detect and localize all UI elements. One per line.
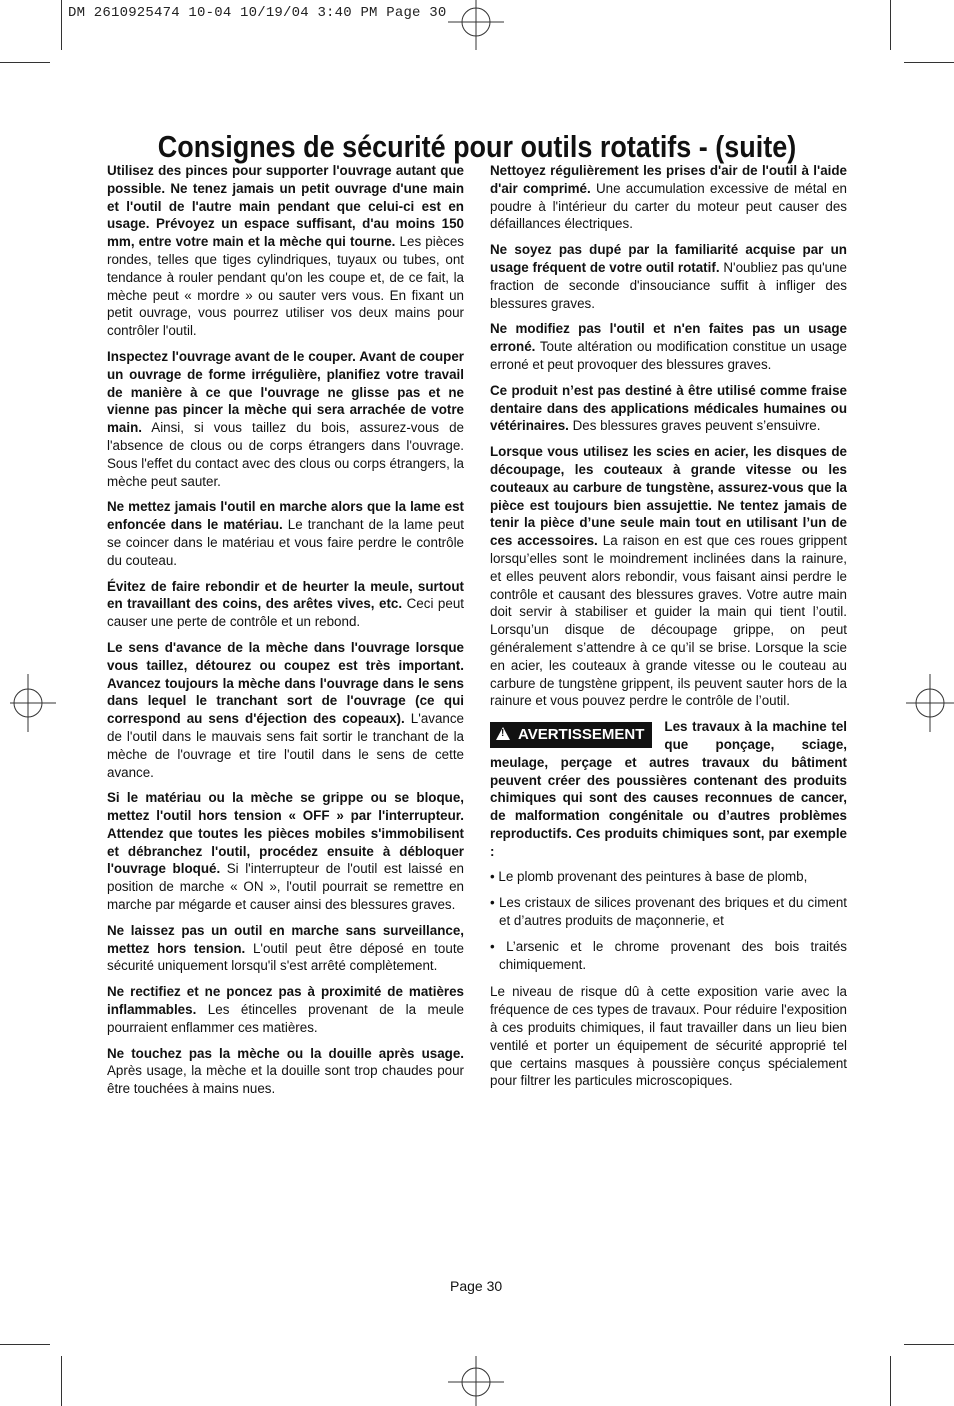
page-title: Consignes de sécurité pour outils rotatifs - (suite)	[157, 128, 797, 164]
crop-mark	[904, 1344, 954, 1345]
crop-mark	[61, 1356, 62, 1406]
safety-paragraph: Ne soyez pas dupé par la familiarité acquise par un usage fréquent de votre outil rotatif. N'oubliez pas qu'une fraction de seconde d'insouciance suffit à infliger des blessures graves.	[490, 242, 847, 311]
safety-paragraph: Ne rectifiez et ne poncez pas à proximité de matières inflammables. Les étincelles provenant de la meule pourraient enflammer ces matières.	[107, 984, 464, 1035]
print-slug: DM 2610925474 10-04 10/19/04 3:40 PM Page 30	[68, 5, 447, 21]
safety-paragraph: Le sens d'avance de la mèche dans l'ouvrage lorsque vous taillez, détourez ou coupez est très important. Avancez toujours la mèche dans l'ouvrage dans le sens dans lequel le tranchant sort de l'ouvrage (ce qui correspond au sens d'éjection des copeaux). L'avance de l'outil dans le mauvais sens fait sortir le tranchant de la mèche de l'ouvrage et tire l'outil dans le sens de cette avance.	[107, 639, 464, 780]
safety-paragraph: Ce produit n’est pas destiné à être utilisé comme fraise dentaire dans des applications médicales humaines ou vétérinaires. Des blessures graves peuvent s’ensuivre.	[490, 382, 847, 434]
warning-badge	[490, 722, 652, 748]
crop-mark	[890, 0, 891, 50]
safety-paragraph: Utilisez des pinces pour supporter l'ouvrage autant que possible. Ne tenez jamais un petit ouvrage d'une main et l'outil de l'autre main pendant que celui-ci est en usage. Prévoyez un espace suffisant, d'au moins 150 mm, entre votre main et la mèche qui tourne. Les pièces rondes, telles que tiges cylindriques, tuyaux ou tubes, ont tendance à rouler pendant qu'on les coupe et, de ce fait, la mèche peut « mordre » ou sauter vers vous. En fixant un petit ouvrage, vous pourrez utiliser vos deux mains pour contrôler l'outil.	[107, 163, 464, 339]
crop-mark	[61, 0, 62, 50]
left-column	[107, 162, 464, 1106]
safety-paragraph: Ne modifiez pas l'outil et n'en faites pas un usage erroné. Toute altération ou modification constitue un usage erroné et peut provoquer des blessures graves.	[490, 321, 847, 372]
safety-paragraph: Lorsque vous utilisez les scies en acier, les disques de découpage, les couteaux à grande vitesse ou les couteaux au carbure de tungstène, assurez-vous que la pièce est toujours bien assujettie. Ne tentez jamais de tenir la pièce d’une seule main tout en utilisant l’un de ces accessoires. La raison en est que ces roues grippent lorsqu’elles sont le moindrement inclinées dans la rainure, et elles peuvent alors rebondir, vous faisant ainsi perdre le contrôle et causant des blessures graves. Votre autre main doit servir à stabiliser et guider la main qui tient l’outil. Lorsqu’un disque de découpage grippe, on peut généralement s’attendre à ce qu’il se brise. Lorsque la scie en acier, les couteaux à grande vitesse ou le couteau au carbure de tungstène grippent, ils peuvent sauter hors de la rainure et vous pouvez perdre le contrôle de l’outil.	[490, 444, 847, 709]
warning-badge-label: AVERTISSEMENT	[518, 726, 645, 744]
safety-paragraph: Ne touchez pas la mèche ou la douille après usage. Après usage, la mèche et la douille sont trop chaudes pour être touchées à mains nues.	[107, 1045, 464, 1097]
list-item: • L’arsenic et le chrome provenant des bois traités chimiquement.	[490, 938, 847, 972]
crop-mark	[890, 1356, 891, 1406]
safety-paragraph: Si le matériau ou la mèche se grippe ou se bloque, mettez l'outil hors tension « OFF » par l'interrupteur. Attendez que toutes les pièces mobiles s'immobilisent et débranchez l'outil, procédez ensuite à débloquer l'ouvrage bloqué. Si l'interrupteur de l'outil est laissé en position de marche « ON », l'outil pourrait se remettre en marche par mégarde et causer ainsi des blessures graves.	[107, 790, 464, 913]
crop-mark	[0, 1344, 50, 1345]
registration-mark-icon	[900, 670, 954, 736]
registration-mark-icon	[448, 1354, 504, 1406]
safety-paragraph: Ne laissez pas un outil en marche sans surveillance, mettez hors tension. L'outil peut être déposé en toute sécurité uniquement lorsqu'il s'est arrêté complètement.	[107, 922, 464, 974]
warning-paragraph	[490, 718, 847, 860]
right-column	[490, 162, 847, 1098]
crop-mark	[0, 62, 50, 63]
safety-paragraph: Ne mettez jamais l'outil en marche alors que la lame est enfoncée dans le matériau. Le tranchant de la lame peut se coincer dans le matériau et vous faire perdre le contrôle du couteau.	[107, 499, 464, 568]
safety-paragraph: Évitez de faire rebondir et de heurter la meule, surtout en travaillant des coins, des arêtes vives, etc. Ceci peut causer une perte de contrôle et un rebond.	[107, 578, 464, 630]
list-item: • Les cristaux de silices provenant des briques et du ciment et d’autres produits de maçonnerie, et	[490, 895, 847, 929]
registration-mark-icon	[10, 670, 66, 736]
warning-closing: Le niveau de risque dû à cette exposition varie avec la fréquence de ces types de travaux. Pour réduire l'exposition à ces produits chimiques, il faut travailler dans un lieu bien ventilé et porter un équipement de sécurité approprié tel que certains masques à poussière conçus spécialement pour filtrer les particules microscopiques.	[490, 984, 847, 1089]
warning-block	[490, 718, 847, 1090]
safety-paragraph: Nettoyez régulièrement les prises d'air de l'outil à l'aide d'air comprimé. Une accumulation excessive de métal en poudre à l'intérieur du carter du moteur peut causer des défaillances électriques.	[490, 163, 847, 232]
registration-mark-icon	[448, 0, 504, 52]
warning-text: Les travaux à la machine tel que ponçage, sciage, meulage, perçage et autres travaux du bâtiment peuvent créer des poussières contenant des produits chimiques qui sont des causes reconnues de cancer, de malformation congénitale ou d’autres problèmes reproductifs. Ces produits chimiques sont, par exemple :	[490, 719, 847, 859]
crop-mark	[904, 62, 954, 63]
chemical-list	[490, 868, 847, 973]
page-number: Page 30	[450, 1278, 503, 1294]
list-item: • Le plomb provenant des peintures à base de plomb,	[490, 869, 808, 885]
warning-triangle-icon	[496, 727, 510, 740]
safety-paragraph: Inspectez l'ouvrage avant de le couper. Avant de couper un ouvrage de forme irrégulière, planifiez votre travail de manière à ce que l'ouvrage ne glisse pas et ne vienne pas pincer la mèche qui sera arrachée de votre main. Ainsi, si vous taillez du bois, assurez-vous de l'absence de clous ou de corps étrangers dans l'ouvrage. Sous l'effet du contact avec des clous ou corps étrangers, la mèche peut sauter.	[107, 348, 464, 489]
